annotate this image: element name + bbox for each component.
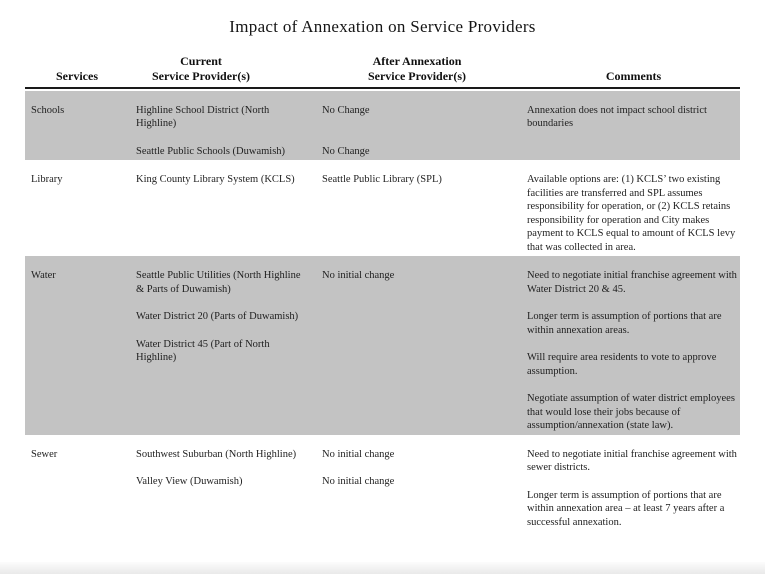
comment-paragraph: Longer term is assumption of portions that are within annexation area – at least 7 years after a successful annexation. <box>527 489 725 528</box>
header-current-line1: Current <box>180 54 222 68</box>
comment-paragraph: Negotiate assumption of water district employees that would lose their jobs because of assumption/annexation (state law). <box>527 393 735 431</box>
header-after-line1: After Annexation <box>372 54 462 68</box>
comments-cell <box>527 173 740 254</box>
provider-after: No initial change <box>322 270 395 281</box>
provider-current: Valley View (Duwamish) <box>136 476 243 487</box>
provider-after: No initial change <box>322 448 395 460</box>
provider-after: No Change <box>322 104 370 116</box>
table-row <box>25 91 740 161</box>
comments-cell <box>527 448 740 530</box>
provider-current: Seattle Public Utilities (North Highline & Parts of Duwamish) <box>136 270 301 295</box>
provider-entry <box>136 448 527 462</box>
provider-entries <box>136 104 527 159</box>
service-label: Water <box>31 270 56 281</box>
header-after-line2: Service Provider(s) <box>367 69 467 83</box>
header-after-annexation <box>322 54 527 87</box>
provider-after <box>322 338 527 365</box>
provider-entry <box>136 310 527 324</box>
provider-after: No Change <box>322 145 370 157</box>
comment-paragraph: Need to negotiate initial franchise agreement with Water District 20 & 45. <box>527 270 737 295</box>
provider-entry <box>136 338 527 365</box>
header-services-line2: Services <box>56 69 98 83</box>
table-row <box>25 256 740 435</box>
provider-entries <box>136 448 527 530</box>
service-label: Schools <box>31 104 65 116</box>
provider-entry <box>136 269 527 296</box>
provider-after: Seattle Public Library (SPL) <box>322 174 442 185</box>
provider-entry <box>136 173 527 187</box>
provider-entries <box>136 173 527 254</box>
comments-cell <box>527 104 740 159</box>
header-services <box>31 69 136 87</box>
header-comments-line2: Comments <box>605 69 662 83</box>
provider-current: Water District 45 (Part of North Highline) <box>136 338 270 363</box>
comments-cell <box>527 269 740 433</box>
page-title: Impact of Annexation on Service Providers <box>229 17 536 36</box>
header-comments <box>527 69 740 87</box>
provider-current: King County Library System (KCLS) <box>136 174 295 185</box>
service-label: Library <box>31 174 63 185</box>
provider-current: Seattle Public Schools (Duwamish) <box>136 145 286 157</box>
provider-after: No initial change <box>322 476 395 487</box>
table-header <box>25 48 740 89</box>
header-current-provider <box>136 54 322 87</box>
comment-paragraph: Will require area residents to vote to approve assumption. <box>527 352 717 377</box>
provider-current: Southwest Suburban (North Highline) <box>136 448 297 460</box>
provider-entry <box>136 475 527 489</box>
table-row <box>25 160 740 256</box>
provider-entry <box>136 104 527 131</box>
table-body <box>25 91 740 532</box>
provider-entries <box>136 269 527 433</box>
provider-current: Water District 20 (Parts of Duwamish) <box>136 311 299 322</box>
provider-entry <box>136 145 527 159</box>
comment-paragraph: Need to negotiate initial franchise agreement with sewer districts. <box>527 448 737 473</box>
comment-paragraph: Annexation does not impact school district boundaries <box>527 104 707 129</box>
provider-current: Highline School District (North Highline) <box>136 104 270 129</box>
header-current-line2: Service Provider(s) <box>151 69 251 83</box>
service-label: Sewer <box>31 448 58 460</box>
table-row <box>25 435 740 532</box>
provider-after <box>322 310 527 324</box>
comment-paragraph: Available options are: (1) KCLS’ two existing facilities are transferred and SPL assumes responsibility for operation, or (2) KCLS retains responsibility for operation and City makes payment to KCLS equal to amount of KCLS levy that was collected in area. <box>527 174 736 253</box>
comment-paragraph: Longer term is assumption of portions that are within annexation areas. <box>527 311 722 336</box>
page-bottom-edge <box>0 562 765 574</box>
